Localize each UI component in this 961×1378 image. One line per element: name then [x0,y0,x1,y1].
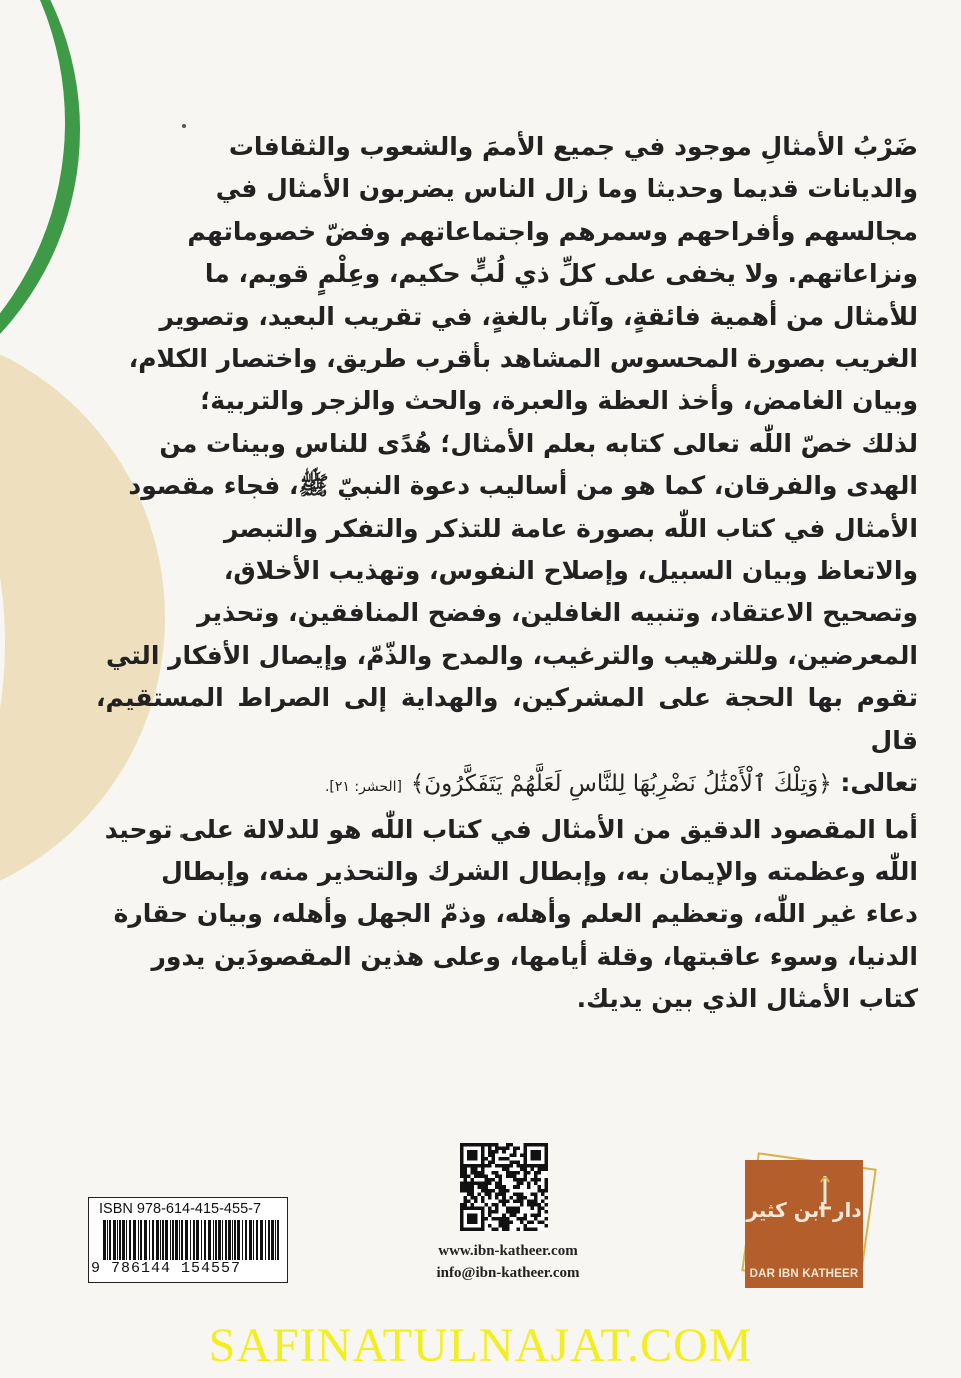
text-line: المعرضين، وللترهيب والترغيب، والمدح والذّمّ، وإيصال الأفكار التي [105,640,918,670]
paragraph-intro [96,126,918,762]
isbn-barcode-box [88,1197,288,1283]
verse-citation: [الحشر: ٢١]. [324,779,402,796]
text-line: الهدى والفرقان، كما هو من أساليب دعوة النبيّ ﷺ، فجاء مقصود [128,471,918,501]
text-line: الأمثال في كتاب اللّٰه بصورة عامة للتذكر والتفكر والتبصر [224,513,918,543]
paragraph-purpose [96,809,918,1021]
text-line: والديانات قديما وحديثا وما زال الناس يضربون الأمثال في [215,174,918,204]
qr-code-icon [460,1143,548,1231]
text-line: أما المقصود الدقيق من الأمثال في كتاب اللّٰه هو للدلالة على توحيد [104,814,918,844]
quran-verse: ﴿وَتِلْكَ ٱلْأَمْثَٰلُ نَضْرِبُهَا لِلنَّاسِ لَعَلَّهُمْ يَتَفَكَّرُونَ﴾ [410,771,832,798]
text-line: دعاء غير اللّٰه، وتعظيم العلم وأهله، وذمّ الجهل وأهله، وبيان حقارة [113,899,918,929]
verse-line [96,762,918,808]
website-link[interactable]: www.ibn-katheer.com [438,1243,578,1259]
logo-english-name: DAR IBN KATHEER [749,1268,859,1280]
verse-intro: تعالى: [840,768,918,798]
isbn-label: ISBN 978-614-415-455-7 [99,1201,262,1217]
barcode-icon [103,1220,281,1260]
logo-box [745,1160,863,1288]
text-line: كتاب الأمثال الذي بين يديك. [576,984,918,1014]
watermark-text: SAFINATULNAJAT.COM [208,1319,753,1372]
email-link[interactable]: info@ibn-katheer.com [436,1265,580,1281]
text-line: للأمثال من أهمية فائقةٍ، وآثار بالغةٍ، في تقريب البعيد، وتصوير [159,301,918,331]
text-line: وتصحيح الاعتقاد، وتنبيه الغافلين، وفضح المنافقين، وتحذير [197,598,918,628]
text-line: والاتعاظ وبيان السبيل، وإصلاح النفوس، وتهذيب الأخلاق، [223,556,918,586]
contact-links [390,1240,626,1284]
logo-arabic-name: دار ابن كثير [746,1198,862,1222]
text-line: الغريب بصورة المحسوس المشاهد بأقرب طريق، واختصار الكلام، [128,344,918,374]
text-line: لذلك خصّ اللّٰه تعالى كتابه بعلم الأمثال؛ هُدًى للناس وبينات من [159,428,918,458]
back-cover-text [96,126,918,1021]
text-line: اللّٰه وعظمته والإيمان به، وإبطال الشرك والتحذير منه، وإبطال [161,856,918,886]
text-line: الدنيا، وسوء عاقبتها، وقلة أيامها، وعلى هذين المقصودَين يدور [151,941,918,971]
text-line: ضَرْبُ الأمثالِ موجود في جميع الأممَ والشعوب والثقافات [228,132,918,161]
barcode-digits: 9 786144 154557 [91,1260,242,1277]
publisher-logo [745,1150,875,1290]
text-line: تقوم بها الحجة على المشركين، والهداية إلى الصراط المستقيم، قال [96,683,918,755]
text-line: وبيان الغامض، وأخذ العظة والعبرة، والحث والزجر والتربية؛ [200,386,918,416]
text-line: مجالسهم وأفراحهم وسمرهم واجتماعاتهم وفضّ خصوماتهم [187,216,918,246]
text-line: ونزاعاتهم. ولا يخفى على كلِّ ذي لُبٍّ حكيم، وعِلْمٍ قويم، ما [204,259,918,289]
